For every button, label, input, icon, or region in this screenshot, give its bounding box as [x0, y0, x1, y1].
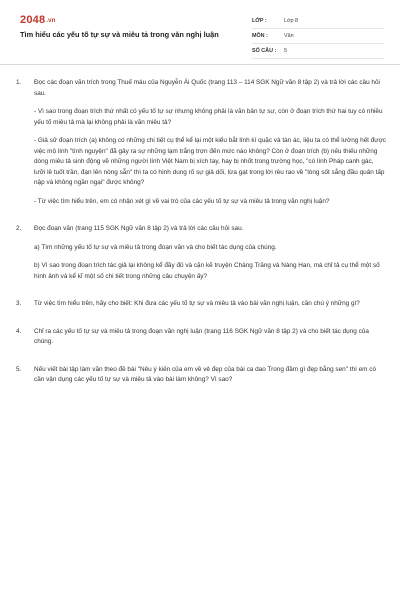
- header-divider: [0, 64, 400, 65]
- site-logo[interactable]: [20, 14, 56, 26]
- question-subpart: - Vì sao trong đoạn trích thứ nhất có yếu tố tự sự nhưng không phải là văn bản tự sự, còn ở đoạn trích thứ hai tuy có nhiều yếu tố miêu tả mà lại không phải là văn miêu tả?: [34, 108, 383, 126]
- meta-value: Văn: [284, 33, 294, 39]
- meta-key: LỚP :: [252, 18, 267, 24]
- question-item: [16, 327, 386, 348]
- page-title: Tìm hiểu các yếu tố tự sự và miêu tả trong văn nghị luận: [20, 30, 219, 39]
- question-body: [34, 224, 386, 282]
- meta-row-count: [252, 44, 384, 59]
- question-body: [34, 327, 386, 348]
- question-number: 5.: [16, 365, 22, 373]
- question-text: Từ việc tìm hiểu trên, hãy cho biết: Khi đưa các yếu tố tự sự và miêu tả vào bài văn nghị luận, cần chú ý những gì?: [34, 300, 360, 307]
- meta-value: 5: [284, 48, 287, 54]
- question-text: Chỉ ra các yếu tố tự sự và miêu tả trong đoạn văn nghị luận (trang 116 SGK Ngữ văn 8 tập 2) và cho biết tác dụng của chúng.: [34, 327, 369, 345]
- meta-key: MÔN :: [252, 33, 268, 39]
- meta-row-subject: [252, 29, 384, 44]
- logo-suffix: .vn: [46, 18, 56, 24]
- question-number: 1.: [16, 79, 22, 86]
- meta-value: Lớp 8: [284, 18, 299, 24]
- question-body: [34, 365, 386, 386]
- question-item: [16, 78, 386, 207]
- question-item: [16, 224, 386, 282]
- question-subpart: b) Vì sao trong đoạn trích tác giả lại không kể đầy đủ và cặn kẽ truyện Chàng Trăng và Nàng Han, mà chỉ tả cụ thể một số hình ảnh và kể kĩ một số chi tiết trong những câu chuyện ấy?: [34, 262, 380, 280]
- question-number: 2.: [16, 225, 22, 232]
- meta-key: SỐ CÂU :: [252, 48, 277, 54]
- question-item: [16, 365, 386, 386]
- meta-table: [252, 14, 384, 59]
- meta-row-class: [252, 14, 384, 29]
- question-item: [16, 299, 386, 310]
- question-number: 3.: [16, 300, 22, 307]
- logo-text: 2048: [20, 14, 46, 26]
- question-subpart: a) Tìm những yếu tố tự sự và miêu tả trong đoạn văn và cho biết tác dụng của chúng.: [34, 243, 277, 251]
- question-list: [16, 78, 386, 403]
- worksheet-header: [0, 0, 400, 62]
- question-body: [34, 78, 386, 207]
- question-text: Đọc các đoạn văn trích trong Thuế máu của Nguyễn Ái Quốc (trang 113 – 114 SGK Ngữ văn 8 tập 2) và trả lời các câu hỏi sau.: [34, 79, 380, 97]
- question-text: Đọc đoạn văn (trang 115 SGK Ngữ văn 8 tập 2) và trả lời các câu hỏi sau.: [34, 225, 244, 232]
- question-subpart: - Giả sử đoạn trích (a) không có những chi tiết cụ thể kể lại một kiểu bắt lính kì quặc và tàn ác, liệu ta có thể lường hết được việc mộ lính "tình nguyện" đã gây ra sự những lạm trắng trợn đến mức nào không? Còn ở đoạn trích (b) nếu thiếu những dòng miêu tả sinh động về những người lính Việt Nam bị xích tay, hay bị nhốt trong trường học, "có lính Pháp canh gác, lưỡi lê tuốt trần, đạn lên nòng sẵn" thì ta có hình dung rõ sự giả dối, lừa gạt trong lời rêu rao về "lòng sốt sắng đầu quân tấp nập và không ngần ngại" được không?: [34, 137, 386, 186]
- question-number: 4.: [16, 327, 22, 335]
- question-body: [34, 299, 386, 310]
- question-subpart: - Từ việc tìm hiểu trên, em có nhận xét gì về vai trò của các yếu tố tự sự và miêu tả trong văn nghị luận?: [34, 197, 330, 205]
- question-text: Nếu viết bài tập làm văn theo đề bài "Nêu ý kiến của em về vẻ đẹp của bài ca dao Trong đầm gì đẹp bằng sen" thì em có cần vận dụng các yếu tố tự sự và miêu tả vào bài làm không? Vì sao?: [34, 365, 377, 383]
